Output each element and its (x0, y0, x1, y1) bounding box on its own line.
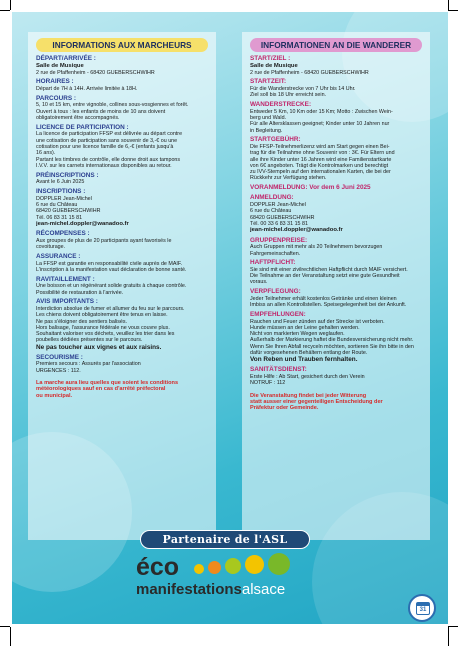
section-title: DÉPART/ARRIVÉE : (36, 55, 96, 62)
section-line: Tél. 00 33 6 83 31 15 81 (250, 220, 308, 227)
section-line: Rauchen und Feuer zünden auf der Strecke ist verboten. (250, 318, 385, 325)
section-line: Tél. 06 83 31 15 81 (36, 214, 83, 221)
section-title: SANITÄTSDIENST: (250, 366, 307, 374)
section-line: Von Reben und Trauben fernhalten. (250, 356, 358, 364)
section-line: Ne pas toucher aux vignes et aux raisins. (36, 343, 162, 351)
section-line: Une boisson et un régénérant solide gratuits à chaque contrôle. (36, 283, 187, 290)
section-title: ANMELDUNG: (250, 194, 294, 202)
flyer-sheet (12, 12, 448, 624)
section-title: RAVITAILLEMENT : (36, 275, 95, 283)
section-depart-arrivee (36, 55, 208, 76)
section-haftpflicht (250, 259, 422, 285)
section-line: dafür vorgesehenen Behältern entlang der Route. (250, 350, 368, 357)
calendar-number: 31 (419, 607, 427, 613)
logo-dot (268, 553, 290, 575)
section-title: HORAIRES : (36, 78, 74, 86)
section-line: Erste Hilfe : Ab Start, gesichert durch den Verein (250, 374, 365, 381)
section-title: PARCOURS : (36, 94, 77, 102)
crop-mark (0, 10, 10, 11)
section-assurance (36, 253, 208, 273)
header-french: INFORMATIONS AUX MARCHEURS (36, 38, 208, 52)
section-line: 2 rue de Pfaffenheim - 68420 GUEBERSCHWIHR (36, 69, 155, 76)
section-startzeit (250, 78, 422, 98)
weather-warning (36, 380, 208, 399)
section-title: RÉCOMPENSES : (36, 230, 90, 238)
logo-dot (208, 561, 221, 574)
section-line: voraus. (250, 279, 268, 286)
column-french (28, 32, 216, 540)
section-line: Ziel soll bis 18 Uhr erreicht sein. (250, 92, 327, 99)
section-title: VERPFLEGUNG: (250, 288, 301, 296)
section-line: Die FFSP-Teilnehmerlizenz wird am Start gegen einen Bei- (250, 143, 390, 150)
crop-mark (0, 626, 10, 627)
logo-eco: éco (136, 553, 180, 581)
section-line: cotisation pour une licence famille de 6,-€ (enfants jusqu'à (36, 143, 174, 150)
section-voranmeldung-vor-dem-6-juni-2025 (250, 184, 422, 192)
logo-dot (245, 555, 264, 574)
section-line: Die Teilnahme an der Veranstaltung setzt eine gute Gesundheit (250, 273, 400, 280)
section-line: Départ de 7H à 14H. Arrivée limitée à 18H. (36, 85, 138, 92)
section-title: EMPFEHLUNGEN: (250, 310, 306, 318)
section-anmeldung (250, 194, 422, 234)
logo-text (136, 581, 285, 598)
section-recompenses (36, 230, 208, 250)
warning-line: Präfektur oder Gemeinde. (250, 405, 319, 412)
section-line: Partant les timbres de contrôle, elle donne droit aux tampons (36, 156, 181, 163)
section-line: Ouvert à tous : les enfants de moins de 10 ans doivent (36, 108, 166, 115)
section-line: Nicht von markierten Wegen weglaufen. (250, 331, 345, 338)
section-ravitaillement (36, 276, 208, 296)
section-line: 68420 GUEBERSCHWIHR (250, 214, 315, 221)
section-title: WANDERSTRECKE: (250, 101, 312, 109)
section-line: DOPPLER Jean-Michel (250, 201, 306, 208)
section-title: HAFTPFLICHT: (250, 259, 296, 267)
section-line: Ne pas s'éloigner des sentiers balisés. (36, 318, 128, 325)
section-title: SECOURISME : (36, 353, 83, 361)
section-line: Salle de Musique (250, 62, 298, 69)
section-line: obligatoirement être accompagnés. (36, 114, 120, 121)
section-line: I.V.V. sur les carnets internationaux disponibles au retour. (36, 162, 172, 169)
crop-mark (448, 10, 458, 11)
section-line: Wenn Sie Ihren Abfall recyceln möchten, sortieren Sie ihn bitte in den (250, 343, 414, 350)
crop-mark (448, 0, 449, 10)
section-startgebuhr (250, 136, 422, 181)
section-line: Interdiction absolue de fumer et allumer du feu sur le parcours. (36, 305, 185, 312)
section-horaires (36, 78, 208, 92)
section-line: 5, 10 et 15 km, entre vignoble, collines sous-vosgiennes et forêt. (36, 102, 189, 109)
calendar-frame (416, 602, 430, 615)
section-line: Für die Wanderstrecke von 7 Uhr bis 14 Uhr. (250, 85, 356, 92)
section-line: Souhaitant valoriser vos déchets, veuillez les trier dans les (36, 331, 175, 338)
section-preinscriptions (36, 172, 208, 186)
section-title: ASSURANCE : (36, 253, 81, 260)
section-line: Auch Gruppen mit mehr als 20 Teilnehmern bevorzugen (250, 244, 383, 251)
section-line: Salle de Musique (36, 62, 84, 69)
section-sanitatsdienst (250, 366, 422, 386)
section-line: in Begleitung. (250, 127, 283, 134)
section-line: Avant le 6 Juin 2025 (36, 179, 85, 186)
crop-mark (10, 627, 11, 646)
logo-manifestations: manifestations (136, 581, 242, 598)
warning-line: statt ausser einer gegenteiligen Entscheidung der (250, 399, 383, 406)
logo-alsace: alsace (241, 581, 286, 598)
section-start-ziel (250, 55, 422, 76)
content-german (242, 55, 430, 412)
section-line: DOPPLER Jean-Michel (36, 195, 92, 202)
warning-line: Die Veranstaltung findet bei jeder Witterung (250, 392, 367, 399)
section-line: trag für die Teilnahme ohne Souvenir von : 3€. Für Eltern und (250, 150, 395, 157)
section-title: VORANMELDUNG: Vor dem 6 Juni 2025 (250, 184, 371, 192)
crop-mark (10, 0, 11, 10)
section-line: NOTRUF : 112 (250, 380, 286, 387)
warning-line: ou municipal. (36, 392, 73, 399)
section-empfehlungen (250, 311, 422, 364)
section-line: Entweder 5 Km, 10 Km oder 15 Km; Motto : Zwischen Wein- (250, 108, 393, 115)
section-title: INSCRIPTIONS : (36, 188, 86, 196)
section-wanderstrecke (250, 101, 422, 134)
section-line: Sie sind mit einer zivilrechtlichen Haftpflicht durch MAIF versichert. (250, 266, 408, 273)
section-line: 16 ans). (36, 150, 56, 157)
section-line: Außerhalb der Markierung haftet die Bundesversicherung nicht mehr. (250, 337, 414, 344)
section-line: Für alle Altersklassen geeignet; Kinder unter 10 Jahren nur (250, 121, 390, 128)
section-avis-importants (36, 298, 208, 351)
section-parcours (36, 95, 208, 121)
section-line: zu IVV-Stempeln auf den internationalen Karten, die bei der (250, 169, 391, 176)
section-line: Aux groupes de plus de 20 participants ayant favorisés le (36, 237, 172, 244)
section-title: AVIS IMPORTANTS : (36, 298, 98, 306)
section-line: von 6€ angeboten. Trägt die Kontrolmarken und berechtigt (250, 162, 389, 169)
section-line: Imbiss an allen Kontrollstellen. Speisegelegenheit bei der Ankunft. (250, 302, 407, 309)
warning-line: La marche aura lieu quelles que soient les conditions (36, 380, 179, 387)
section-line: jean-michel.doppler@wanadoo.fr (36, 220, 129, 227)
eco-manifestations-logo (136, 553, 306, 609)
section-line: covoiturage. (36, 244, 66, 251)
section-line: Premiers secours : Assurés par l'association (36, 361, 141, 368)
section-title: LICENCE DE PARTICIPATION : (36, 123, 129, 131)
section-line: Hunde müssen an der Leine gehalten werden. (250, 324, 360, 331)
section-line: Hors balisage, l'assurance fédérale ne vous couvre plus. (36, 324, 170, 331)
section-title: STARTZEIT: (250, 78, 287, 86)
logo-dot (225, 558, 241, 574)
section-verpflegung (250, 288, 422, 308)
section-title: START/ZIEL : (250, 55, 291, 62)
weather-warning (250, 393, 422, 412)
section-secourisme (36, 354, 208, 374)
content-french (28, 55, 216, 399)
section-line: URGENCES : 112. (36, 367, 81, 374)
section-line: 6 rue du Château (36, 201, 78, 208)
section-title: PRÉINSCRIPTIONS : (36, 171, 99, 179)
crop-mark (448, 626, 458, 627)
section-line: L'inscription à la manifestation vaut déclaration de bonne santé. (36, 266, 187, 273)
section-gruppenpreise (250, 237, 422, 257)
crop-mark (448, 627, 449, 646)
logo-dot (194, 564, 204, 574)
section-line: alle ihre Kinder unter 16 Jahren wird eine Familienstartkarte (250, 156, 392, 163)
header-german: INFORMATIONEN AN DIE WANDERER (250, 38, 422, 52)
section-line: La licence de participation FFSP est délivrée au départ contre (36, 131, 183, 138)
section-line: Rückkehr zur Verfügung stehen. (250, 175, 327, 182)
section-line: une cotisation de participation sans souvenir de 3,-€ ou une (36, 137, 178, 144)
section-title: GRUPPENPREISE: (250, 236, 308, 244)
section-line: Jeder Teilnehmer erhält kostenlos Getränke und einen kleinen (250, 295, 397, 302)
column-german (242, 32, 430, 540)
section-line: Les chiens doivent obligatoirement être tenus en laisse. (36, 312, 168, 319)
section-line: 6 rue du Château (250, 208, 292, 215)
section-title: STARTGEBÜHR: (250, 136, 301, 144)
partner-banner: Partenaire de l'ASL (140, 530, 310, 549)
calendar-icon (408, 594, 436, 622)
section-line: 2 rue de Pfaffenheim - 68420 GUEBERSCHWIHR (250, 69, 369, 76)
section-line: poubelles dédiées présentes sur le parcours. (36, 337, 143, 344)
section-line: Possibilité de restauration à l'arrivée. (36, 289, 124, 296)
section-line: jean-michel.doppler@wanadoo.fr (250, 227, 343, 234)
section-line: Fahrgemeinschaften. (250, 250, 301, 257)
section-line: 68420 GUEBERSCHWIHR (36, 208, 101, 215)
section-licence-de-participation (36, 124, 208, 169)
section-line: berg und Wald. (250, 114, 287, 121)
section-line: La FFSP est garantie en responsabilité civile auprès de MAIF. (36, 260, 183, 267)
section-inscriptions (36, 188, 208, 228)
warning-line: météorologiques sauf en cas d'arrêté préfectoral (36, 386, 166, 393)
